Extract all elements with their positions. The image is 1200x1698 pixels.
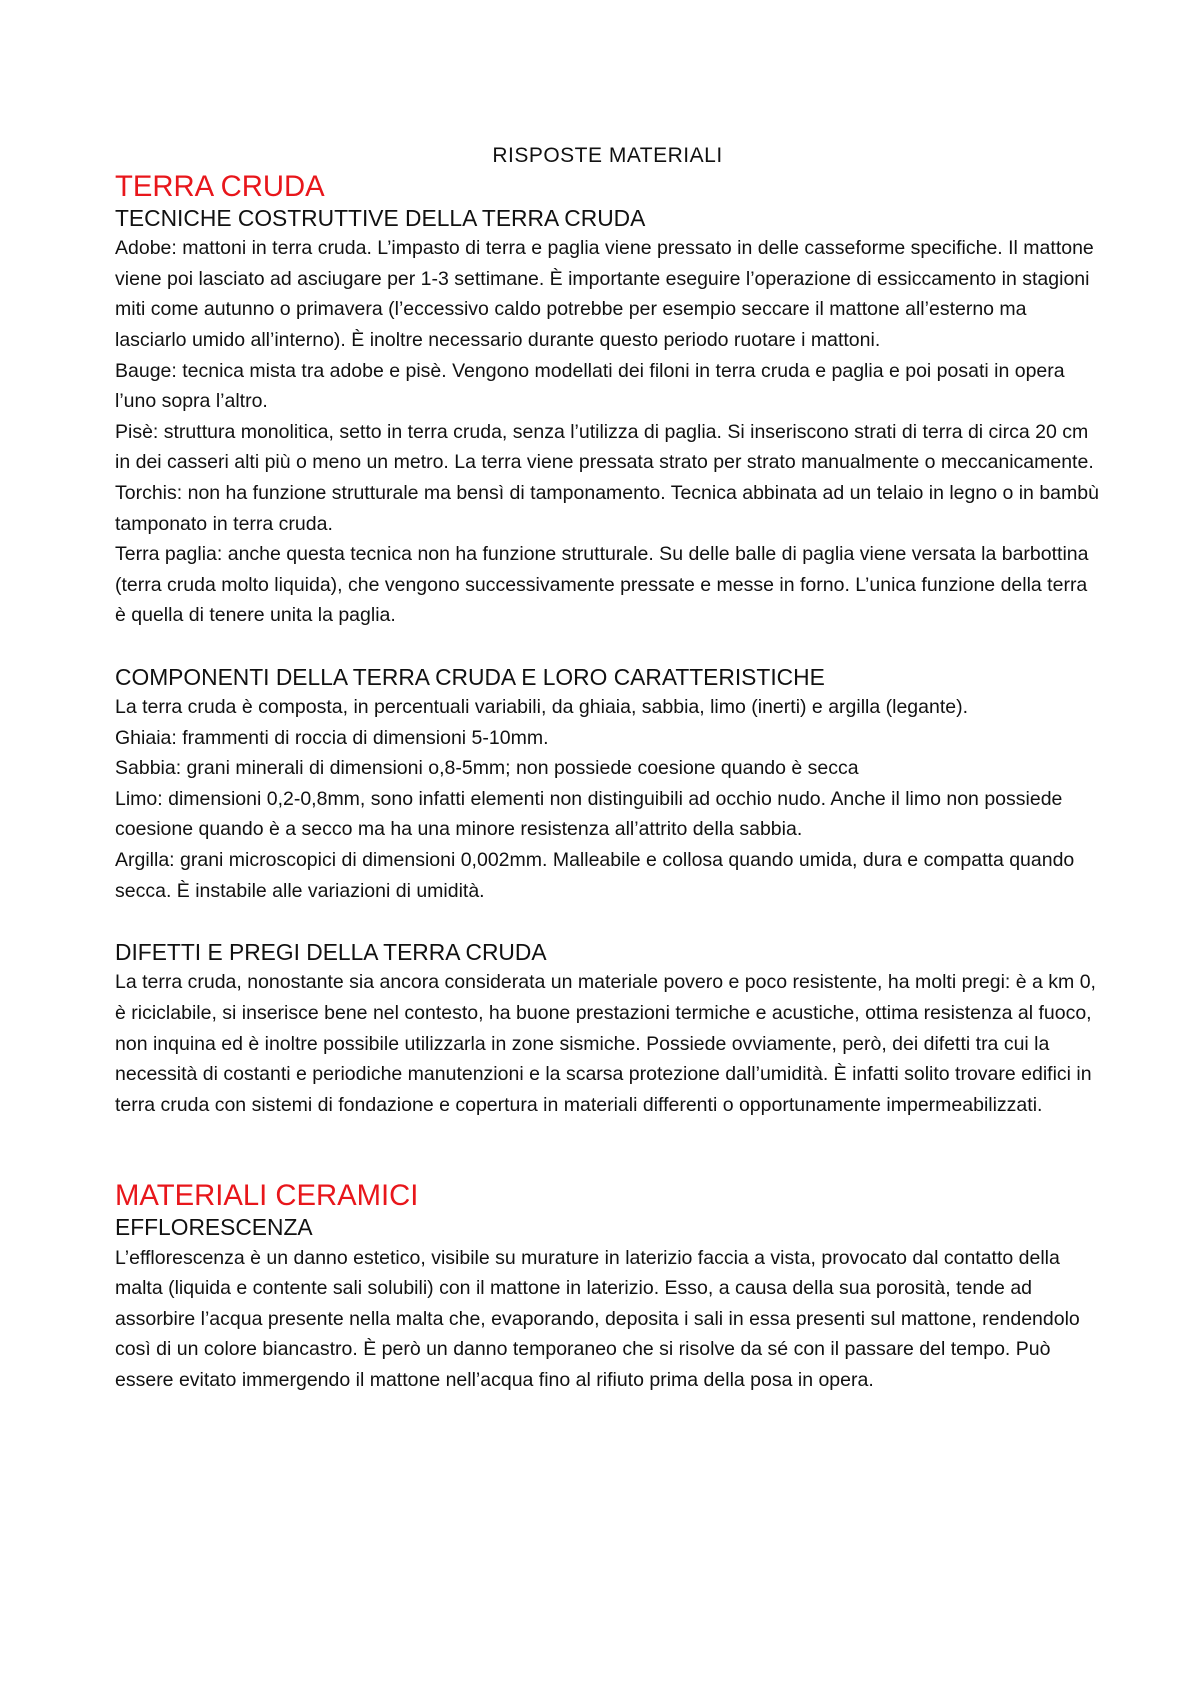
paragraph-pise: Pisè: struttura monolitica, setto in terra cruda, senza l’utilizza di paglia. Si inseriscono strati di terra di circa 20 cm in dei casseri alti più o meno un metro. La terra viene pressata strato per strato manualmente o meccanicamente. bbox=[115, 420, 1094, 474]
subsection-difetti-pregi bbox=[115, 937, 1100, 1121]
paragraph-composizione: La terra cruda è composta, in percentuali variabili, da ghiaia, sabbia, limo (inerti) e argilla (legante). bbox=[115, 696, 969, 719]
subsection-efflorescenza bbox=[115, 1212, 1100, 1396]
spacer bbox=[115, 631, 1100, 662]
paragraph-difetti-pregi: La terra cruda, nonostante sia ancora considerata un materiale povero e poco resistente, ha molti pregi: è a km 0, è riciclabile, si inserisce bene nel contesto, ha buone prestazioni termiche e acustiche, ottima resistenza al fuoco, non inquina ed è inoltre possibile utilizzarla in zone sismiche. Possiede ovviamente, però, dei difetti tra cui la necessità di costanti e periodiche manutenzioni e la scarsa protezione dall’umidità. È infatti solito trovare edifici in terra cruda con sistemi di fondazione e copertura in materiali differenti o opportunamente impermeabilizzati. bbox=[115, 971, 1096, 1116]
section-terra-cruda bbox=[115, 172, 1100, 1120]
subsection-heading: TECNICHE COSTRUTTIVE DELLA TERRA CRUDA bbox=[115, 204, 646, 231]
paragraph-ghiaia: Ghiaia: frammenti di roccia di dimensioni 5-10mm. bbox=[115, 726, 549, 749]
subsection-componenti bbox=[115, 662, 1100, 907]
paragraph-terra-paglia: Terra paglia: anche questa tecnica non ha funzione strutturale. Su delle balle di paglia viene versata la barbottina (terra cruda molto liquida), che vengono successivamente pressate e messe in forno. L’unica funzione della terra è quella di tenere unita la paglia. bbox=[115, 543, 1089, 627]
paragraph-argilla: Argilla: grani microscopici di dimensioni 0,002mm. Malleabile e collosa quando umida, dura e compatta quando secca. È instabile alle variazioni di umidità. bbox=[115, 849, 1075, 902]
paragraph-adobe: Adobe: mattoni in terra cruda. L’impasto di terra e paglia viene pressato in delle casseforme specifiche. Il mattone viene poi lasciato ad asciugare per 1-3 settimane. È importante eseguire l’operazione di essiccamento in stagioni miti come autunno o primavera (l’eccessivo caldo potrebbe per esempio seccare il mattone all’esterno ma lasciarlo umido all’interno). È inoltre necessario durante questo periodo ruotare i mattoni. bbox=[115, 237, 1094, 351]
subsection-heading: DIFETTI E PREGI DELLA TERRA CRUDA bbox=[115, 938, 547, 965]
section-materiali-ceramici bbox=[115, 1181, 1100, 1395]
paragraph-sabbia: Sabbia: grani minerali di dimensioni o,8-5mm; non possiede coesione quando è secca bbox=[115, 757, 859, 780]
spacer bbox=[115, 1120, 1100, 1181]
subsection-heading: COMPONENTI DELLA TERRA CRUDA E LORO CARATTERISTICHE bbox=[115, 663, 825, 690]
section-heading: MATERIALI CERAMICI bbox=[115, 1180, 419, 1213]
spacer bbox=[115, 906, 1100, 937]
paragraph-bauge: Bauge: tecnica mista tra adobe e pisè. Vengono modellati dei filoni in terra cruda e paglia e poi posati in opera l’uno sopra l’altro. bbox=[115, 359, 1065, 413]
paragraph-torchis: Torchis: non ha funzione strutturale ma bensì di tamponamento. Tecnica abbinata ad un telaio in legno o in bambù tamponato in terra cruda. bbox=[115, 481, 1099, 535]
subsection-tecniche bbox=[115, 203, 1100, 631]
subsection-heading: EFFLORESCENZA bbox=[115, 1214, 313, 1240]
document-page bbox=[115, 140, 1100, 1396]
section-heading: TERRA CRUDA bbox=[115, 171, 325, 203]
paragraph-limo: Limo: dimensioni 0,2-0,8mm, sono infatti elementi non distinguibili ad occhio nudo. Anche il limo non possiede coesione quando è a secco ma ha una minore resistenza all’attrito della sabbia. bbox=[115, 787, 1063, 841]
document-title: RISPOSTE MATERIALI bbox=[492, 144, 723, 167]
paragraph-efflorescenza: L’efflorescenza è un danno estetico, visibile su murature in laterizio faccia a vista, provocato dal contatto della malta (liquida e contente sali solubili) con il mattone in laterizio. Esso, a causa della sua porosità, tende ad assorbire l’acqua presente nella malta che, evaporando, deposita i sali in essa presenti sul mattone, rendendolo così di un colore biancastro. È però un danno temporaneo che si risolve da sé con il passare del tempo. Può essere evitato immergendo il mattone nell’acqua fino al rifiuto prima della posa in opera. bbox=[115, 1246, 1080, 1391]
